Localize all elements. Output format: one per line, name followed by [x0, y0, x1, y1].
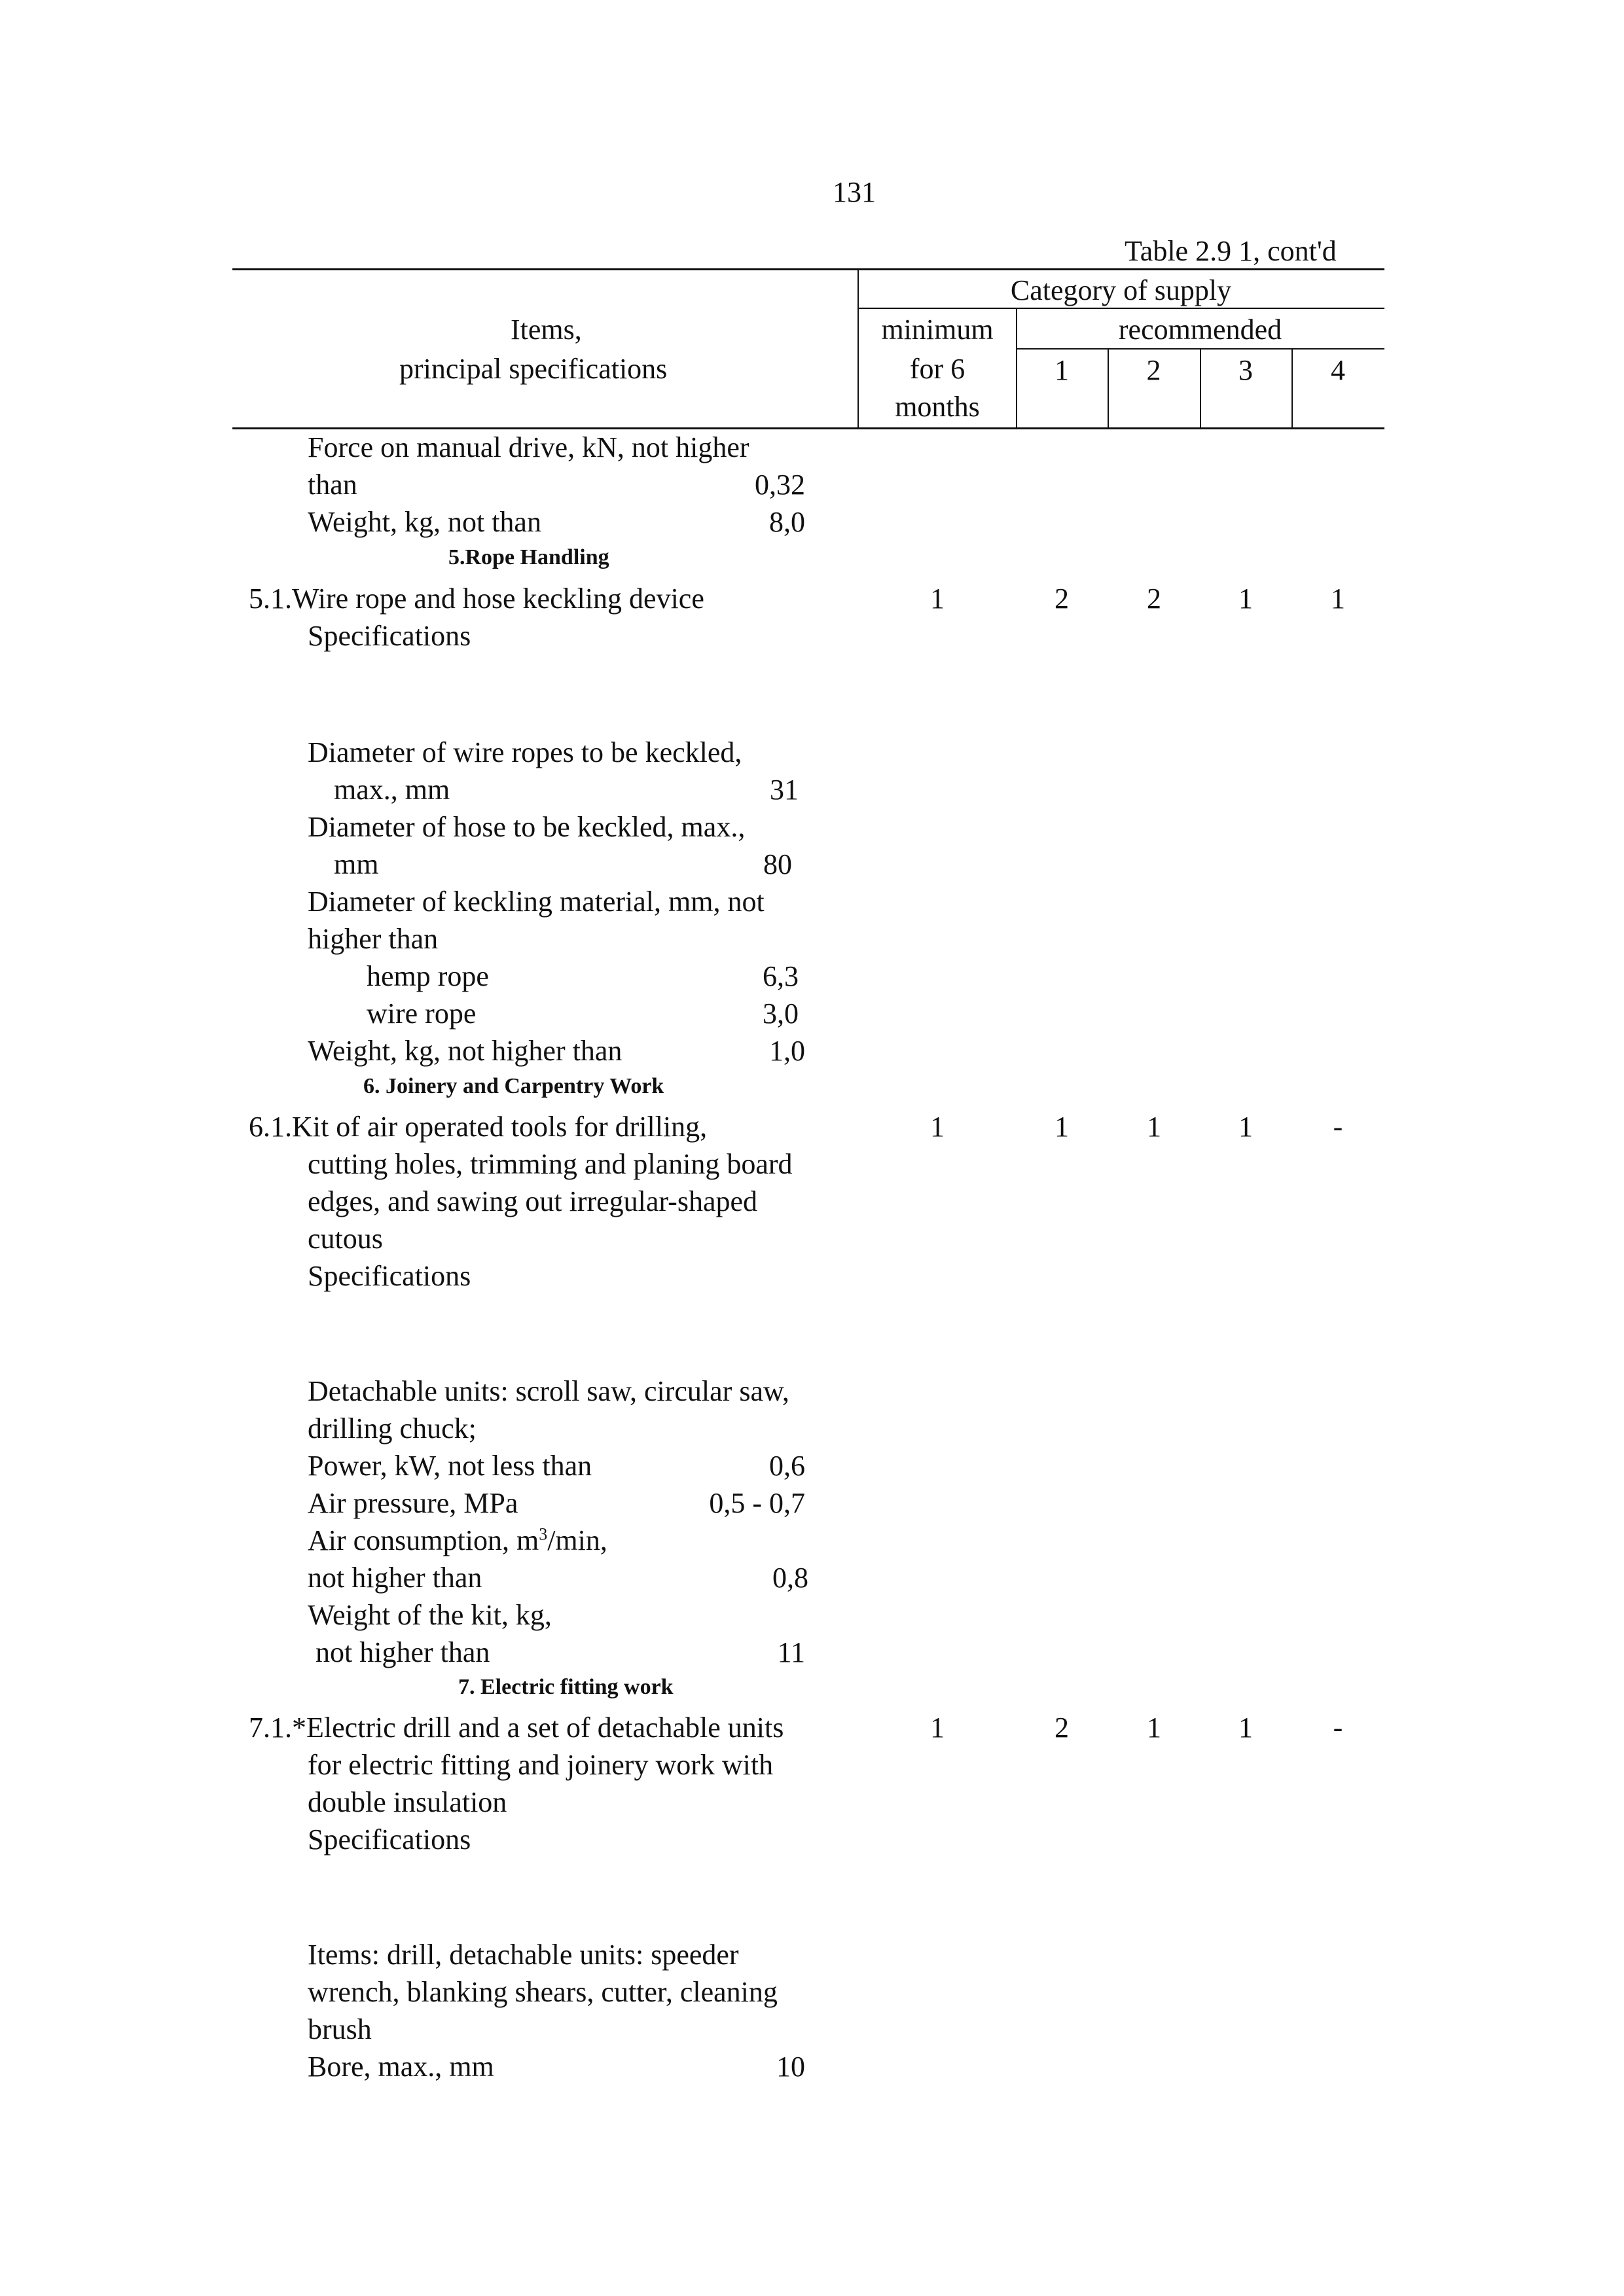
supply-rec1-6-1: 1: [1055, 1111, 1069, 1143]
section-heading-6: 6. Joinery and Carpentry Work: [363, 1074, 664, 1098]
header-category: Category of supply: [1010, 274, 1232, 306]
section-heading-7: 7. Electric fitting work: [458, 1675, 674, 1699]
supply-min-6-1: 1: [930, 1111, 945, 1143]
item-title-cont: cutting holes, trimming and planing board: [308, 1148, 793, 1180]
spec-line: Power, kW, not less than: [308, 1450, 592, 1482]
spec-value: 3,0: [763, 997, 799, 1030]
specifications-label: Specifications: [308, 1823, 471, 1856]
spec-value: 8,0: [769, 506, 805, 538]
spec-line: brush: [308, 2013, 372, 2045]
spec-text: Air consumption, m: [308, 1524, 539, 1556]
header-col-4: 4: [1331, 354, 1345, 386]
item-title-cont: double insulation: [308, 1786, 507, 1818]
spec-value: 6,3: [763, 960, 799, 992]
spec-line: Force on manual drive, kN, not higher: [308, 431, 749, 463]
header-for-6: for 6: [909, 353, 965, 385]
spec-line: Diameter of hose to be keckled, max.,: [308, 811, 746, 843]
spec-value: 1,0: [769, 1035, 805, 1067]
spec-line: max., mm: [334, 774, 450, 806]
supply-rec4-6-1: -: [1333, 1111, 1343, 1143]
table-caption: Table 2.9 1, cont'd: [1125, 235, 1337, 267]
spec-line: Detachable units: scroll saw, circular saw,: [308, 1375, 789, 1407]
header-months: months: [895, 391, 980, 423]
item-title-cont: edges, and sawing out irregular-shaped: [308, 1185, 758, 1217]
section-heading-5: 5.Rope Handling: [448, 545, 609, 569]
spec-line: not higher than: [308, 1562, 482, 1594]
superscript: 3: [539, 1524, 548, 1544]
spec-line: Weight, kg, not higher than: [308, 1035, 623, 1067]
spec-value: 11: [777, 1636, 805, 1668]
spec-line: wire rope: [367, 997, 477, 1030]
item-title: 6.1.Kit of air operated tools for drilling,: [249, 1111, 708, 1143]
spec-value: 10: [776, 2051, 805, 2083]
supply-rec2-5-1: 2: [1147, 583, 1161, 615]
spec-value: 31: [770, 774, 799, 806]
spec-line: hemp rope: [367, 960, 489, 992]
header-col-3: 3: [1238, 354, 1253, 386]
item-title: 5.1.Wire rope and hose keckling device: [249, 583, 704, 615]
spec-value: 80: [763, 848, 792, 880]
supply-rec2-7-1: 1: [1147, 1712, 1161, 1744]
spec-value: 0,6: [769, 1450, 805, 1482]
spec-line: Weight, kg, not than: [308, 506, 541, 538]
header-minimum: minimum: [881, 314, 994, 346]
specifications-label: Specifications: [308, 620, 471, 652]
supply-rec3-5-1: 1: [1238, 583, 1253, 615]
specifications-label: Specifications: [308, 1260, 471, 1292]
header-principal-specs-text: principal specifications: [399, 353, 668, 385]
supply-rec4-7-1: -: [1333, 1712, 1343, 1744]
header-col-1: 1: [1055, 354, 1069, 386]
spec-line: higher than: [308, 923, 439, 955]
spec-line: wrench, blanking shears, cutter, cleaning: [308, 1976, 778, 2008]
header-col-2: 2: [1146, 354, 1161, 386]
header-recommended: recommended: [1118, 314, 1282, 346]
spec-line: drilling chuck;: [308, 1412, 477, 1444]
item-title-cont: for electric fitting and joinery work with: [308, 1749, 774, 1781]
spec-value: 0,5 - 0,7: [709, 1487, 805, 1519]
supply-rec3-7-1: 1: [1238, 1712, 1253, 1744]
spec-line: Diameter of keckling material, mm, not: [308, 886, 765, 918]
spec-line: Bore, max., mm: [308, 2051, 494, 2083]
supply-rec1-7-1: 2: [1055, 1712, 1069, 1744]
spec-line: Air pressure, MPa: [308, 1487, 518, 1519]
spec-line: Items: drill, detachable units: speeder: [308, 1939, 739, 1971]
header-items: Items,: [511, 314, 582, 346]
supply-min-5-1: 1: [930, 583, 945, 615]
spec-line: not higher than: [316, 1636, 490, 1668]
spec-line: Diameter of wire ropes to be keckled,: [308, 736, 742, 768]
supply-rec4-5-1: 1: [1331, 583, 1345, 615]
spec-line: than: [308, 469, 357, 501]
supply-rec1-5-1: 2: [1055, 583, 1069, 615]
item-title: 7.1.*Electric drill and a set of detachable units: [249, 1712, 784, 1744]
spec-line: mm: [334, 848, 379, 880]
spec-value: 0,32: [755, 469, 805, 501]
page-number: 131: [833, 176, 876, 208]
supply-rec3-6-1: 1: [1238, 1111, 1253, 1143]
spec-text-tail: /min,: [547, 1524, 607, 1556]
table-top-rule: [232, 268, 1384, 270]
supply-min-7-1: 1: [930, 1712, 945, 1744]
supply-rec2-6-1: 1: [1147, 1111, 1161, 1143]
spec-line: [308, 1522, 607, 1559]
category-divider: [857, 308, 1384, 309]
spec-line: Weight of the kit, kg,: [308, 1599, 552, 1631]
item-title-cont: cutous: [308, 1223, 383, 1255]
spec-value: 0,8: [772, 1562, 808, 1594]
